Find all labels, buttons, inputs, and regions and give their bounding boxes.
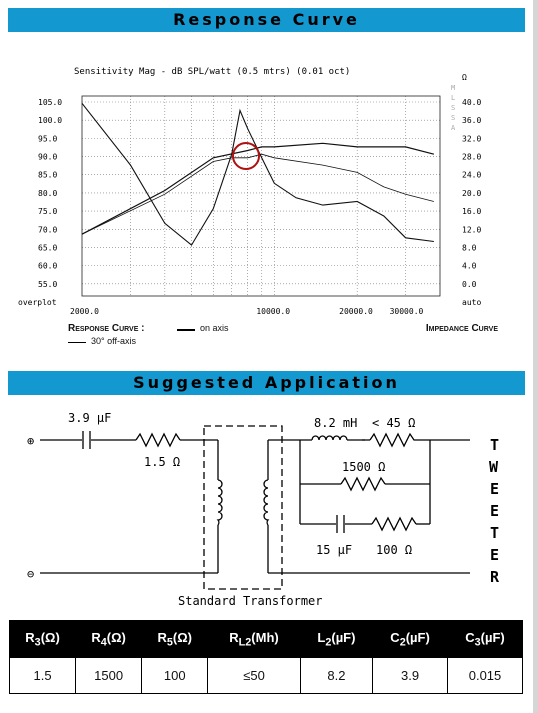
series-line: [82, 143, 434, 234]
circuit-diagram: [0, 400, 538, 615]
header-r4: $R_4(\Omega)$: [76, 621, 142, 658]
y-tick-label: 75.0: [38, 207, 58, 217]
series-line: [82, 154, 434, 234]
legend-on-axis: on axis: [200, 323, 229, 333]
tweeter-letter: T: [490, 524, 500, 542]
tweeter-letter: R: [490, 568, 500, 586]
response-curve-banner: Response Curve: [8, 8, 525, 32]
series-line: [82, 103, 434, 245]
y2-tick-label: auto: [462, 298, 482, 307]
tweeter-letter: T: [490, 436, 500, 454]
legend-off-axis: 30° off-axis: [91, 336, 136, 346]
y2-axis-letter: L: [451, 94, 456, 102]
y2-tick-label: 20.0: [462, 188, 482, 198]
y2-tick-label: 36.0: [462, 116, 482, 126]
y2-tick-label: 40.0: [462, 98, 482, 107]
y-tick-label: 105.0: [38, 98, 63, 107]
transformer-label: Standard Transformer: [178, 594, 323, 608]
header-rl2: $R_{L2}(Mh)$: [208, 621, 300, 658]
y-tick-label: 95.0: [38, 134, 58, 144]
chart-labels: [18, 67, 481, 316]
suggested-application-banner: Suggested Application: [8, 371, 525, 395]
y2-axis-letter: S: [451, 114, 456, 122]
y2-tick-label: 24.0: [462, 170, 482, 180]
cell-rl2: ≤50: [208, 658, 300, 694]
tweeter-letter: E: [490, 546, 500, 564]
y-tick-label: overplot: [18, 298, 57, 307]
y-tick-label: 100.0: [38, 116, 63, 126]
y-tick-label: 85.0: [38, 170, 58, 180]
cell-c3: 0.015: [448, 658, 523, 694]
x-tick-label: 2000.0: [70, 307, 99, 316]
chart-grid: [82, 96, 440, 296]
y2-tick-label: 8.0: [462, 243, 477, 253]
legend-impedance-curve: Impedance Curve: [425, 323, 498, 334]
res-shunt1-label: 1500 Ω: [342, 460, 386, 474]
y-tick-label: 80.0: [38, 188, 58, 198]
header-c3: $C_3(\mu F)$: [448, 621, 523, 658]
cell-r5: 100: [142, 658, 208, 694]
y2-unit-label: Ω: [462, 73, 467, 82]
component-table: [9, 620, 523, 694]
y2-axis-letter: A: [451, 124, 456, 132]
y-tick-label: 70.0: [38, 225, 58, 235]
tweeter-letter: E: [490, 480, 500, 498]
y-tick-label: 65.0: [38, 243, 58, 253]
cell-c2: 3.9: [373, 658, 448, 694]
cap-shunt-label: 15 µF: [316, 543, 353, 557]
y2-tick-label: 0.0: [462, 279, 477, 289]
chart-title: Sensitivity Mag - dB SPL/watt (0.5 mtrs) (0.01 oct): [74, 67, 351, 77]
legend-on-axis-swatch: [177, 329, 195, 331]
header-c2: $C_2(\mu F)$: [373, 621, 448, 658]
y2-tick-label: 4.0: [462, 261, 477, 271]
y2-axis-letter: M: [451, 84, 456, 92]
legend-off-axis-swatch: [68, 342, 86, 343]
chart-series: [82, 103, 434, 245]
header-l2: $L_2(\mu F)$: [300, 621, 372, 658]
plot-frame: [82, 96, 440, 296]
header-r3: $R_3(\Omega)$: [10, 621, 76, 658]
x-tick-label: 20000.0: [339, 307, 373, 316]
table-header-row: [10, 621, 523, 658]
y-tick-label: 55.0: [38, 279, 58, 289]
y2-tick-label: 16.0: [462, 207, 482, 217]
y-tick-label: 60.0: [38, 261, 58, 271]
y2-tick-label: 12.0: [462, 225, 482, 235]
response-chart: [0, 34, 538, 364]
x-tick-label: 10000.0: [256, 307, 291, 316]
plus-terminal: ⊕: [27, 434, 35, 448]
cell-l2: 8.2: [300, 658, 372, 694]
header-r5: $R_5(\Omega)$: [142, 621, 208, 658]
minus-terminal: ⊖: [27, 567, 35, 581]
y2-tick-label: 28.0: [462, 152, 482, 162]
table-row: [10, 658, 523, 694]
tweeter-letter: E: [490, 502, 500, 520]
x-tick-label: 30000.0: [389, 307, 424, 316]
y-tick-label: 90.0: [38, 152, 58, 162]
legend-response-curve: Response Curve :: [68, 323, 145, 334]
cell-r4: 1500: [76, 658, 142, 694]
res-input-label: 1.5 Ω: [144, 455, 181, 469]
y2-axis-letter: S: [451, 104, 456, 112]
y2-tick-label: 32.0: [462, 134, 482, 144]
chart-legend: [68, 323, 498, 353]
inductor-label: 8.2 mH: [314, 416, 358, 430]
cap-input-label: 3.9 µF: [68, 411, 112, 425]
cell-r3: 1.5: [10, 658, 76, 694]
tweeter-letter: W: [489, 458, 499, 476]
res-series-label: < 45 Ω: [372, 416, 416, 430]
res-shunt2-label: 100 Ω: [376, 543, 413, 557]
